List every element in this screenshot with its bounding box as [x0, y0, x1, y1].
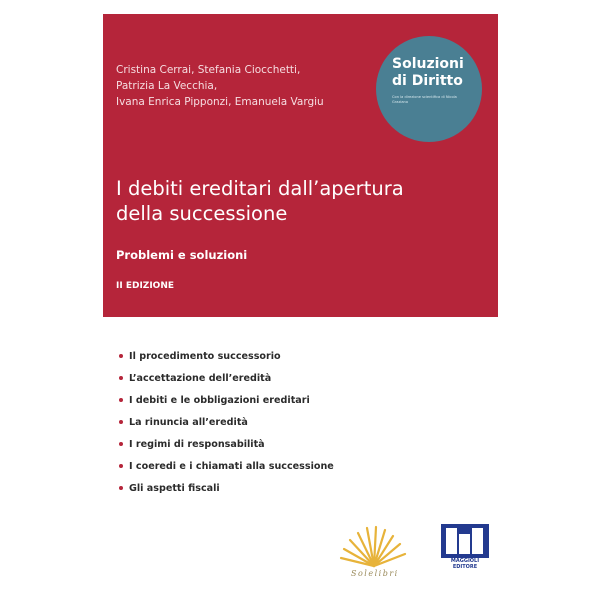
series-subtitle: Con la direzione scientifica di Nicola Graziano: [392, 95, 457, 104]
author-line: Cristina Cerrai, Stefania Ciocchetti,: [116, 64, 301, 76]
author-line: Ivana Enrica Pipponzi, Emanuela Vargiu: [116, 96, 324, 108]
publisher-name-line: MAGGIOLI: [450, 558, 480, 564]
topic-label: I debiti e le obbligazioni ereditari: [129, 394, 310, 406]
solelibri-logo: [319, 524, 429, 586]
bullet-icon: [119, 354, 123, 358]
author-line: Patrizia La Vecchia,: [116, 80, 218, 92]
topic-label: I regimi di responsabilità: [129, 438, 265, 450]
publisher-name: [441, 558, 489, 570]
topic-item: [119, 367, 334, 389]
topic-label: I coeredi e i chiamati alla successione: [129, 460, 334, 472]
logo-bar: [459, 534, 470, 554]
maggioli-logo: [441, 524, 489, 570]
edition-label: II EDIZIONE: [116, 281, 175, 291]
topic-label: L’accettazione dell’eredità: [129, 372, 272, 384]
cover-header-panel: [103, 14, 498, 317]
publisher-name-line: EDITORE: [452, 564, 478, 570]
bullet-icon: [119, 442, 123, 446]
bullet-icon: [119, 420, 123, 424]
book-title-line: della successione: [116, 202, 288, 225]
topic-item: [119, 455, 334, 477]
logo-bar: [472, 528, 483, 554]
topic-item: [119, 411, 334, 433]
topic-item: [119, 477, 334, 499]
topic-list: [119, 345, 334, 499]
logo-bar: [446, 528, 457, 554]
topic-label: Gli aspetti fiscali: [129, 482, 220, 494]
topic-label: La rinuncia all’eredità: [129, 416, 248, 428]
author-list: [116, 62, 366, 110]
bullet-icon: [119, 464, 123, 468]
book-cover: [103, 14, 498, 586]
series-title: [392, 56, 464, 90]
book-title: [116, 176, 491, 226]
maggioli-m-icon: [441, 524, 489, 558]
topic-item: [119, 433, 334, 455]
series-title-line: Soluzioni: [392, 56, 464, 72]
topic-label: Il procedimento successorio: [129, 350, 281, 362]
solelibri-wordmark: Solelibri: [351, 569, 399, 578]
bullet-icon: [119, 398, 123, 402]
bullet-icon: [119, 376, 123, 380]
book-title-line: I debiti ereditari dall’apertura: [116, 177, 404, 200]
series-title-line: di Diritto: [392, 73, 463, 89]
topic-item: [119, 345, 334, 367]
bullet-icon: [119, 486, 123, 490]
topic-item: [119, 389, 334, 411]
book-subtitle: Problemi e soluzioni: [116, 248, 248, 262]
series-badge: [376, 36, 482, 142]
sun-rays-icon: [319, 524, 429, 568]
